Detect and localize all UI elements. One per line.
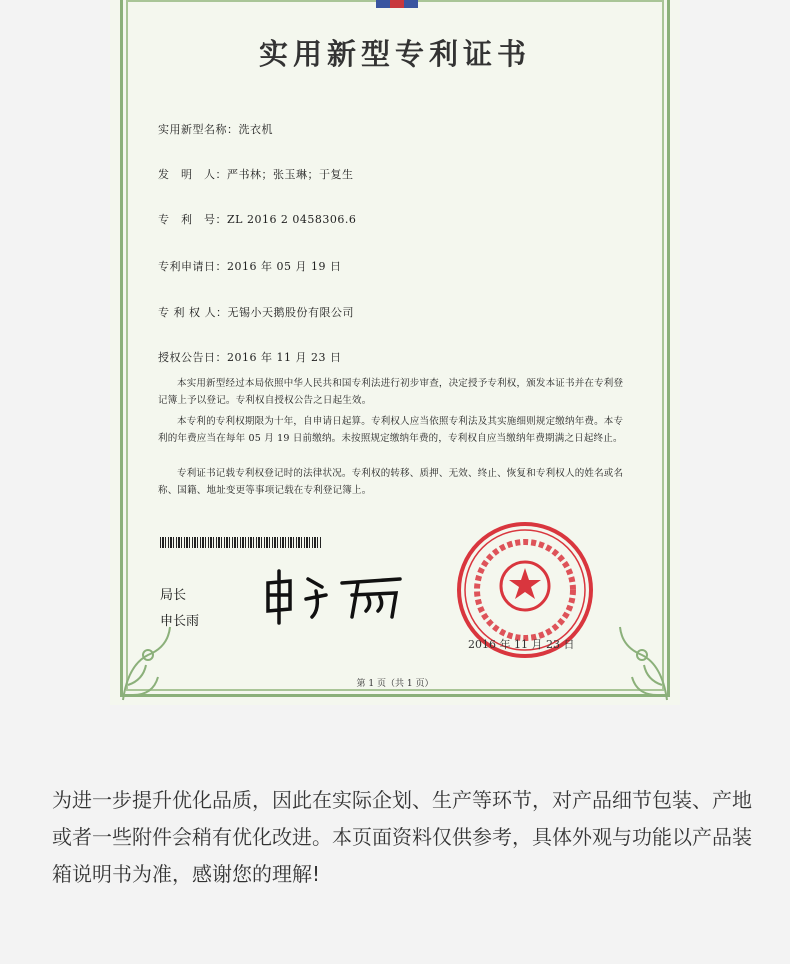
field-label: 授权公告日： xyxy=(158,351,227,364)
field-label: 实用新型名称： xyxy=(158,123,239,136)
signature xyxy=(260,565,410,625)
certificate-paragraph: 本专利的专利权期限为十年，自申请日起算。专利权人应当依照专利法及其实施细则规定缴纳年费。本专利的年费应当在每年 05 月 19 日前缴纳。未按照规定缴纳年费的，专利权自应当缴纳年费期满之日起终止。 xyxy=(158,416,624,444)
field-patent-number xyxy=(158,211,356,227)
page-note: 第 1 页（共 1 页） xyxy=(356,679,434,689)
corner-ornament-icon xyxy=(118,615,178,705)
field-value: 2016 年 11 月 23 日 xyxy=(227,351,342,364)
barcode xyxy=(160,537,322,548)
product-notice: 为进一步提升优化品质，因此在实际企划、生产等环节，对产品细节包装、产地或者一些附件会稍有优化改进。本页面资料仅供参考，具体外观与功能以产品装箱说明书为准，感谢您的理解! xyxy=(52,788,752,886)
field-value: ZL 2016 2 0458306.6 xyxy=(227,213,357,226)
field-patentee xyxy=(158,304,354,320)
certificate-paragraph: 本实用新型经过本局依照中华人民共和国专利法进行初步审查，决定授予专利权，颁发本证书并在专利登记簿上予以登记。专利权自授权公告之日起生效。 xyxy=(158,378,624,406)
field-label: 专 利 权 人： xyxy=(158,306,228,319)
director-name: 申长雨 xyxy=(160,614,200,629)
director-title: 局长 xyxy=(160,588,187,603)
seal-date: 2016 年 11 月 23 日 xyxy=(468,638,575,651)
top-emblem-icon xyxy=(372,0,422,10)
certificate-paragraph: 专利证书记载专利权登记时的法律状况。专利权的转移、质押、无效、终止、恢复和专利权人的姓名或名称、国籍、地址变更等事项记载在专利登记簿上。 xyxy=(158,468,624,496)
field-label: 专利申请日： xyxy=(158,260,227,273)
field-grant-date xyxy=(158,349,341,365)
field-value: 严书林；张玉琳；于复生 xyxy=(227,168,354,181)
certificate-title: 实用新型专利证书 xyxy=(258,37,531,71)
field-value: 洗衣机 xyxy=(238,123,273,136)
field-label: 发 明 人： xyxy=(158,168,227,181)
field-value: 2016 年 05 月 19 日 xyxy=(227,260,342,273)
field-inventors xyxy=(158,166,354,182)
corner-ornament-icon xyxy=(612,615,672,705)
field-value: 无锡小天鹅股份有限公司 xyxy=(227,306,354,319)
field-application-date xyxy=(158,258,341,274)
field-label: 专 利 号： xyxy=(158,213,227,226)
patent-certificate xyxy=(110,0,680,705)
field-utility-name xyxy=(158,121,273,137)
